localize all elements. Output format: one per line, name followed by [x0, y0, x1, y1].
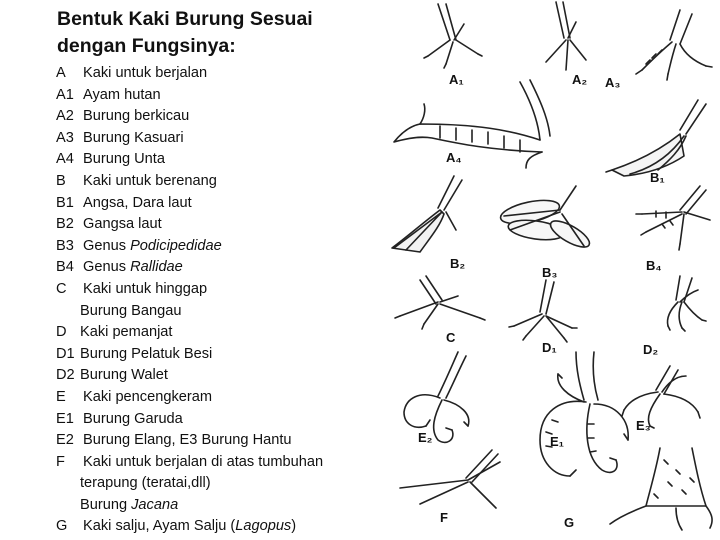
- label-a3: A₃: [605, 75, 621, 90]
- bird-feet-illustration: [380, 0, 720, 540]
- item-code: B1: [56, 194, 74, 211]
- item-code: B4: [56, 259, 74, 276]
- foot-drawing-e3: [622, 366, 700, 428]
- foot-drawing-g: [610, 448, 712, 530]
- item-text: Ayam hutan: [83, 86, 161, 103]
- label-b3: B₃: [542, 265, 558, 280]
- item-text: Kaki salju, Ayam Salju (Lagopus): [83, 518, 297, 535]
- list-item: [56, 106, 376, 128]
- label-e1: E₁: [550, 434, 565, 449]
- item-code: A2: [56, 108, 74, 125]
- list-item: [56, 149, 376, 171]
- list-item: [56, 279, 376, 301]
- label-a2: A₂: [572, 72, 588, 87]
- item-text: Burung Bangau: [80, 302, 182, 319]
- label-g: G: [564, 515, 575, 530]
- item-text: Burung Jacana: [80, 496, 179, 513]
- item-code: C: [56, 280, 67, 297]
- item-text: Burung berkicau: [83, 108, 190, 125]
- item-text: Kaki pencengkeram: [83, 388, 212, 405]
- item-text: Burung Unta: [83, 151, 165, 168]
- item-text: Genus Rallidae: [83, 259, 183, 276]
- label-e2: E₂: [418, 430, 433, 445]
- item-text: terapung (teratai,dll): [80, 475, 211, 492]
- foot-drawing-b1: [606, 100, 706, 176]
- list-item: [56, 322, 376, 344]
- list-item: [56, 452, 376, 474]
- item-code: E2: [56, 432, 74, 449]
- item-text: Burung Elang, E3 Burung Hantu: [83, 432, 292, 449]
- foot-drawing-d1: [509, 280, 577, 342]
- list-item: [56, 128, 376, 150]
- foot-type-list: [56, 63, 376, 538]
- list-item: [56, 171, 376, 193]
- item-text: Kaki pemanjat: [80, 324, 173, 341]
- foot-drawing-b4: [636, 186, 710, 250]
- foot-drawing-c: [395, 276, 485, 329]
- label-d1: D₁: [542, 340, 557, 355]
- item-text: Angsa, Dara laut: [83, 194, 192, 211]
- list-item: [56, 516, 376, 538]
- item-code: A4: [56, 151, 74, 168]
- label-e3: E₃: [636, 418, 651, 433]
- foot-drawing-b3: [499, 186, 593, 252]
- item-text: Burung Kasuari: [83, 129, 184, 146]
- item-code: B: [56, 172, 66, 189]
- item-text: Kaki untuk berenang: [83, 172, 217, 189]
- foot-drawing-b2: [392, 176, 462, 252]
- item-code: A: [56, 65, 66, 81]
- item-code: A1: [56, 86, 74, 103]
- item-text: Burung Pelatuk Besi: [80, 345, 213, 362]
- item-code: D1: [56, 345, 75, 362]
- foot-drawing-a4: [394, 80, 550, 168]
- item-text: Kaki untuk hinggap: [83, 280, 208, 297]
- item-text: Genus Podicipedidae: [83, 237, 222, 254]
- slide-title: [57, 6, 377, 60]
- item-code: D: [56, 324, 67, 341]
- list-item: [56, 214, 376, 236]
- item-code: G: [56, 518, 68, 535]
- foot-drawing-a3: [636, 10, 712, 80]
- list-item-continuation: [56, 495, 376, 517]
- list-item: [56, 236, 376, 258]
- list-item: [56, 63, 376, 85]
- item-code: E1: [56, 410, 74, 427]
- label-b2: B₂: [450, 256, 466, 271]
- item-code: D2: [56, 367, 75, 384]
- list-item: [56, 257, 376, 279]
- label-d2: D₂: [643, 342, 659, 357]
- label-b1: B₁: [650, 170, 665, 185]
- list-item: [56, 387, 376, 409]
- list-item: [56, 430, 376, 452]
- item-code: E: [56, 388, 66, 405]
- foot-drawing-a1: [424, 4, 482, 68]
- item-code: A3: [56, 129, 74, 146]
- list-item: [56, 409, 376, 431]
- foot-drawing-f: [400, 450, 500, 508]
- list-item: [56, 85, 376, 107]
- foot-drawing-d2: [667, 276, 706, 331]
- list-item-continuation: [56, 301, 376, 323]
- list-item: [56, 365, 376, 387]
- item-code: F: [56, 453, 65, 470]
- label-c: C: [446, 330, 456, 345]
- label-a1: A₁: [449, 72, 464, 87]
- foot-drawing-e1: [540, 352, 628, 476]
- list-item-continuation: [56, 473, 376, 495]
- item-text: Burung Walet: [80, 367, 168, 384]
- title-line-1: Bentuk Kaki Burung Sesuai: [57, 8, 313, 30]
- item-text: Kaki untuk berjalan: [83, 65, 208, 81]
- item-text: Kaki untuk berjalan di atas tumbuhan: [83, 453, 324, 470]
- foot-drawing-e2: [404, 352, 469, 442]
- title-line-2: dengan Fungsinya:: [57, 35, 236, 57]
- label-a4: A₄: [446, 150, 462, 165]
- foot-drawing-a2: [546, 2, 586, 70]
- label-f: F: [440, 510, 448, 525]
- item-code: B2: [56, 216, 74, 233]
- list-item: [56, 193, 376, 215]
- list-item: [56, 344, 376, 366]
- item-text: Burung Garuda: [83, 410, 183, 427]
- item-code: B3: [56, 237, 74, 254]
- label-b4: B₄: [646, 258, 662, 273]
- item-text: Gangsa laut: [83, 216, 162, 233]
